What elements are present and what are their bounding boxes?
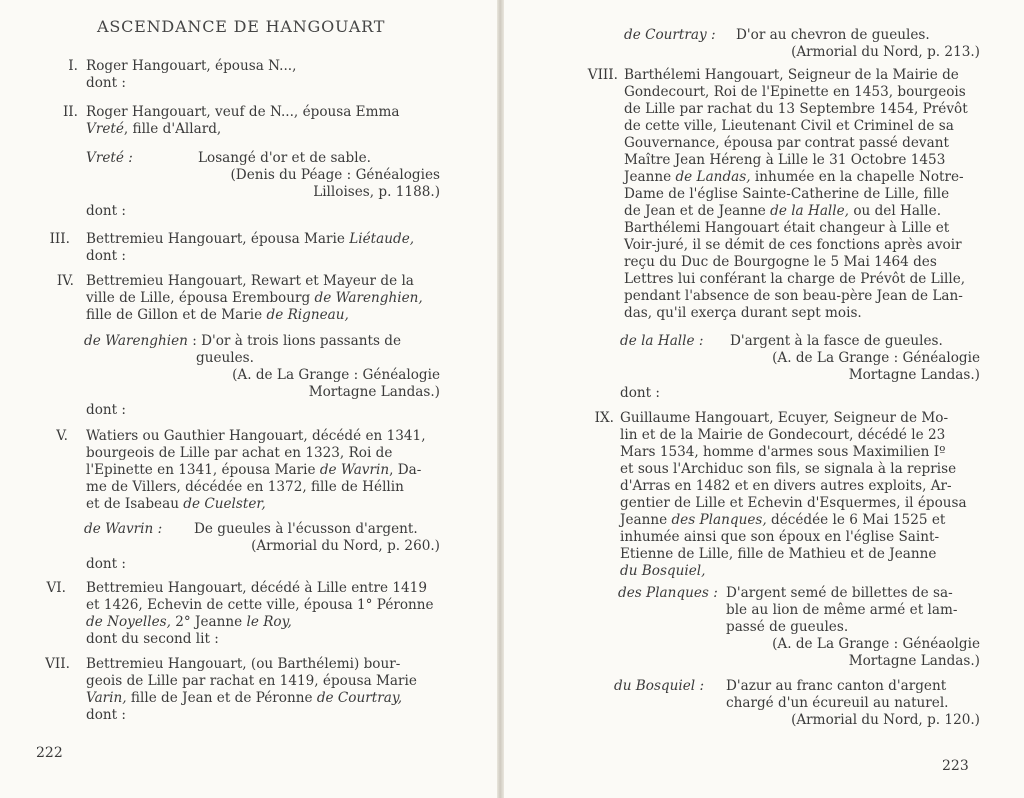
entry-line: d'Arras en 1482 et en divers autres exploits, Ar- bbox=[620, 478, 952, 494]
arms-description: D'argent à la fasce de gueules. bbox=[730, 333, 943, 349]
arms-source: Mortagne Landas.) bbox=[308, 384, 440, 400]
entry-number: V. bbox=[56, 428, 68, 444]
entry-line bbox=[624, 203, 980, 220]
surname: de Rigneau, bbox=[266, 307, 349, 323]
entry-line: reçu du Duc de Bourgogne le 5 Mai 1464 des bbox=[624, 254, 937, 270]
arms-description: gueules. bbox=[196, 350, 254, 366]
entry-text: ville de Lille, épousa Erembourg bbox=[86, 290, 315, 306]
entry-line: Barthélemi Hangouart, Seigneur de la Mairie de bbox=[624, 67, 959, 83]
arms-vrete bbox=[86, 150, 440, 210]
surname: de Courtray, bbox=[316, 690, 403, 706]
arms-name: des Planques : bbox=[618, 585, 718, 601]
entry-number: IX. bbox=[594, 410, 614, 426]
right-page bbox=[504, 0, 1024, 798]
arms-name: de Courtray : bbox=[624, 27, 716, 43]
arms-description: ble au lion de même armé et lam- bbox=[726, 602, 958, 618]
entry-line: Roger Hangouart, veuf de N..., épousa Emma bbox=[86, 104, 400, 120]
surname: de Landas, bbox=[675, 169, 751, 185]
entry-line: das, qu'il exerça durant sept mois. bbox=[624, 305, 862, 321]
entry-line: me de Villers, décédée en 1372, fille de Héllin bbox=[86, 479, 404, 495]
surname: Varin, bbox=[86, 690, 127, 706]
arms-warenghien bbox=[84, 333, 440, 403]
entry-line: dont du second lit : bbox=[86, 631, 219, 647]
surname: Liétaude, bbox=[349, 231, 415, 247]
entry-line bbox=[86, 231, 439, 248]
entry-line: dont : bbox=[86, 707, 127, 723]
entry-line: Etienne de Lille, fille de Mathieu et de Jeanne bbox=[620, 546, 937, 562]
entry-line bbox=[86, 614, 439, 631]
entry-text: fille de Gillon et de Marie bbox=[86, 307, 267, 323]
entry-line: pendant l'absence de son beau-père Jean de Lan- bbox=[624, 288, 963, 304]
page-title: ASCENDANCE DE HANGOUART bbox=[97, 17, 386, 36]
arms-name: de Warenghien bbox=[84, 333, 188, 349]
surname: de Wavrin bbox=[319, 462, 390, 478]
arms-de-la-halle bbox=[620, 333, 980, 389]
entry-text: de Jean et de Jeanne bbox=[624, 203, 771, 219]
arms-source: Mortagne Landas.) bbox=[848, 367, 980, 383]
arms-source: (Armorial du Nord, p. 260.) bbox=[251, 538, 440, 554]
arms-courtray bbox=[624, 27, 980, 67]
entry-line: Gondecourt, Roi de l'Epinette en 1453, bourgeois bbox=[624, 84, 966, 100]
surname: de Noyelles, bbox=[86, 614, 171, 630]
arms-description: chargé d'un écureuil au naturel. bbox=[726, 695, 949, 711]
dont-label: dont : bbox=[86, 203, 127, 219]
dont-label: dont : bbox=[86, 556, 127, 572]
entry-text: fille de Jean et de Péronne bbox=[126, 690, 317, 706]
arms-source: (A. de La Grange : Généalogie bbox=[232, 367, 440, 383]
arms-source: (A. de La Grange : Généalogie bbox=[772, 350, 980, 366]
entry-text: l'Epinette en 1341, épousa Marie bbox=[86, 462, 320, 478]
entry-text: Jeanne bbox=[624, 169, 676, 185]
arms-name: de la Halle : bbox=[620, 333, 704, 349]
left-page bbox=[0, 0, 500, 798]
arms-name: de Wavrin : bbox=[84, 521, 163, 537]
arms-source: (A. de La Grange : Généaolgie bbox=[772, 636, 980, 652]
arms-wavrin bbox=[84, 521, 440, 561]
entry-number: VI. bbox=[46, 580, 66, 596]
surname: de Warenghien, bbox=[314, 290, 423, 306]
entry-text: inhumée en la chapelle Notre- bbox=[750, 169, 964, 185]
entry-line bbox=[86, 121, 439, 138]
entry-text: Bettremieu Hangouart, épousa Marie bbox=[86, 231, 350, 247]
surname: le Roy, bbox=[246, 614, 292, 630]
book-gutter bbox=[497, 0, 504, 798]
arms-source: (Armorial du Nord, p. 213.) bbox=[791, 44, 980, 60]
entry-line bbox=[86, 690, 439, 707]
entry-number: III. bbox=[49, 231, 70, 247]
arms-description: D'azur au franc canton d'argent bbox=[726, 678, 947, 694]
entry-line: Mars 1534, homme d'armes sous Maximilien Iº bbox=[620, 444, 946, 460]
arms-source: (Denis du Péage : Généalogies bbox=[230, 167, 440, 183]
entry-line: dont : bbox=[86, 75, 127, 91]
entry-number: II. bbox=[62, 104, 78, 120]
entry-line: du Bosquiel, bbox=[620, 563, 706, 579]
entry-text: décédée le 6 Mai 1525 et bbox=[766, 512, 946, 528]
surname: de Cuelster, bbox=[183, 496, 266, 512]
entry-line bbox=[620, 512, 980, 529]
entry-line: inhumée ainsi que son époux en l'église Saint- bbox=[620, 529, 940, 545]
entry-number: IV. bbox=[56, 273, 74, 289]
entry-line: bourgeois de Lille par achat en 1323, Roi de bbox=[86, 445, 393, 461]
arms-description: D'or au chevron de gueules. bbox=[736, 27, 930, 43]
entry-text: 2° Jeanne bbox=[170, 614, 247, 630]
entry-line bbox=[624, 169, 980, 186]
entry-line: geois de Lille par rachat en 1419, épousa Marie bbox=[86, 673, 417, 689]
arms-line bbox=[84, 333, 440, 350]
entry-line: Voir-juré, il se démit de ces fonctions après avoir bbox=[624, 237, 962, 253]
arms-description: De gueules à l'écusson d'argent. bbox=[194, 521, 418, 537]
entry-text: , Da- bbox=[389, 462, 422, 478]
entry-line: Bettremieu Hangouart, (ou Barthélemi) bour- bbox=[86, 656, 401, 672]
entry-line: dont : bbox=[86, 248, 127, 264]
arms-name: du Bosquiel : bbox=[614, 678, 705, 694]
arms-description: D'argent semé de billettes de sa- bbox=[726, 585, 953, 601]
entry-line: Barthélemi Hangouart était changeur à Lille et bbox=[624, 220, 950, 236]
arms-source: Mortagne Landas.) bbox=[848, 653, 980, 669]
entry-line: de cette ville, Lieutenant Civil et Criminel de sa bbox=[624, 118, 954, 134]
entry-line: et 1426, Echevin de cette ville, épousa 1° Péronne bbox=[86, 597, 434, 613]
entry-line: Bettremieu Hangouart, décédé à Lille entre 1419 bbox=[86, 580, 427, 596]
entry-line: Guillaume Hangouart, Ecuyer, Seigneur de Mo- bbox=[620, 410, 949, 426]
entry-line: gentier de Lille et Echevin d'Esquermes, il épousa bbox=[620, 495, 967, 511]
entry-line: Lettres lui conférant la charge de Prévôt de Lille, bbox=[624, 271, 966, 287]
arms-description: : D'or à trois lions passants de bbox=[192, 333, 402, 349]
arms-description: passé de gueules. bbox=[726, 619, 849, 635]
dont-label: dont : bbox=[86, 402, 127, 418]
entry-line bbox=[86, 496, 439, 513]
entry-line: Watiers ou Gauthier Hangouart, décédé en 1341, bbox=[86, 428, 426, 444]
entry-line bbox=[86, 290, 439, 307]
entry-line bbox=[86, 462, 439, 479]
entry-line: Bettremieu Hangouart, Rewart et Mayeur de la bbox=[86, 273, 414, 289]
entry-text: et de Isabeau bbox=[86, 496, 184, 512]
arms-name: Vreté : bbox=[86, 150, 133, 166]
arms-description: Losangé d'or et de sable. bbox=[198, 150, 371, 166]
arms-source: (Armorial du Nord, p. 120.) bbox=[791, 712, 980, 728]
entry-line: de Lille par rachat du 13 Septembre 1454, Prévôt bbox=[624, 101, 968, 117]
arms-des-planques bbox=[618, 585, 980, 675]
entry-text: Jeanne bbox=[620, 512, 672, 528]
entry-text: ou del Halle. bbox=[849, 203, 942, 219]
entry-line: Roger Hangouart, épousa N..., bbox=[86, 58, 297, 74]
entry-line: Maître Jean Héreng à Lille le 31 Octobre 1453 bbox=[624, 152, 946, 168]
surname: Vreté bbox=[86, 121, 124, 137]
page-number: 223 bbox=[942, 758, 969, 774]
arms-du-bosquiel bbox=[614, 678, 980, 734]
surname: de la Halle, bbox=[770, 203, 849, 219]
entry-line: Gouvernance, épousa par contrat passé devant bbox=[624, 135, 949, 151]
entry-line: lin et de la Mairie de Gondecourt, décédé le 23 bbox=[620, 427, 946, 443]
entry-number: VII. bbox=[45, 656, 70, 672]
entry-number: I. bbox=[68, 58, 78, 74]
entry-line: et sous l'Archiduc son fils, se signala à la reprise bbox=[620, 461, 957, 477]
entry-number: VIII. bbox=[587, 67, 618, 83]
dont-label: dont : bbox=[620, 385, 661, 401]
entry-text: , fille d'Allard, bbox=[123, 121, 222, 137]
entry-line: Dame de l'église Sainte-Catherine de Lille, fille bbox=[624, 186, 950, 202]
page-number: 222 bbox=[36, 745, 63, 761]
arms-source: Lilloises, p. 1188.) bbox=[313, 184, 440, 200]
surname: des Planques, bbox=[671, 512, 767, 528]
entry-line bbox=[86, 307, 439, 324]
